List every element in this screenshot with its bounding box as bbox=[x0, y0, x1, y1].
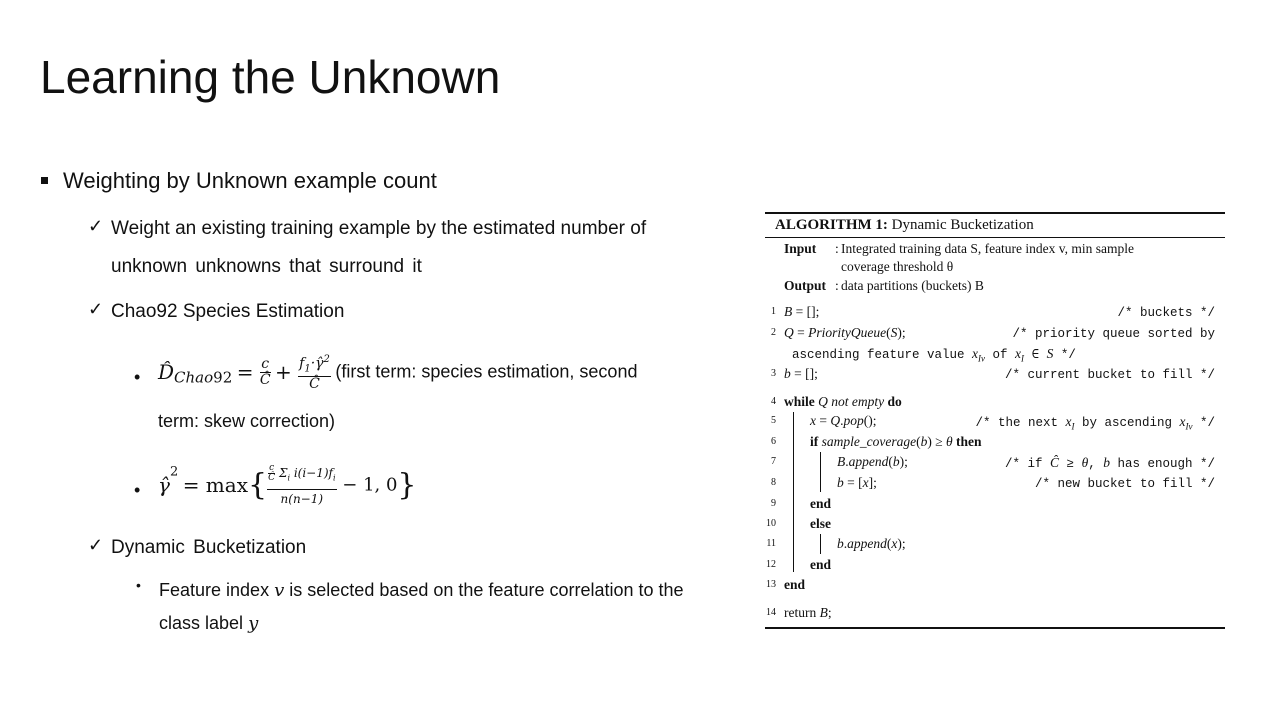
algorithm-header-label: ALGORITHM 1: bbox=[775, 217, 888, 233]
line-number: 13 bbox=[766, 579, 776, 590]
chao92-note: (first term: species estimation, second bbox=[335, 361, 638, 382]
code-line-5: x = Q.pop(); bbox=[810, 413, 877, 428]
input-label: Input bbox=[784, 241, 817, 256]
square-bullet-icon bbox=[41, 177, 48, 184]
comment-line-5: /* the next $x_I$ by ascending $x_{Iv}$ */ bbox=[975, 414, 1215, 432]
line-number: 9 bbox=[771, 498, 776, 509]
line-number: 8 bbox=[771, 477, 776, 488]
bullet-weighting: Weighting by Unknown example count bbox=[63, 168, 437, 193]
code-line-11: b.append(x); bbox=[837, 536, 906, 551]
line-number: 3 bbox=[771, 368, 776, 379]
code-line-6: if sample_coverage(b) ≥ θ then bbox=[810, 434, 982, 449]
code-line-8: b = [x]; bbox=[837, 475, 877, 490]
feature-index-text-a: Feature index bbox=[159, 580, 270, 600]
else-block-bar bbox=[820, 534, 821, 554]
chao92-note-cont: term: skew correction) bbox=[158, 411, 336, 431]
line-number: 2 bbox=[771, 327, 776, 338]
output-text: data partitions (buckets) B bbox=[841, 278, 984, 293]
line-number: 5 bbox=[771, 415, 776, 426]
comment-line-1: /* buckets */ bbox=[1117, 306, 1215, 320]
feature-index-text-c: class label bbox=[159, 613, 244, 633]
sub-bullet-weight-line1 bbox=[111, 210, 713, 248]
comment-line-7: /* if Ĉ ≥ θ, b has enough */ bbox=[1005, 455, 1215, 471]
code-line-3: b = []; bbox=[784, 366, 818, 381]
comment-line-3: /* current bucket to fill */ bbox=[1004, 368, 1215, 382]
dot-bullet-icon: • bbox=[136, 577, 141, 593]
code-line-13: end bbox=[784, 577, 806, 592]
algorithm-box bbox=[765, 212, 1225, 629]
line-number: 14 bbox=[766, 607, 776, 618]
while-block-bar bbox=[793, 412, 794, 572]
chao92-formula: D̂Chao92 = $\frac{c}{Ĉ}$ + $\frac{f_1\cdot\gammâ^2}{Ĉ}$ (first term: species estimation, second bbox=[158, 354, 638, 393]
feature-index-var-y: y bbox=[248, 613, 259, 634]
gamma-formula: γ̂$^2$ = max{ $\frac{c}{Ĉ}$ $\Sigma_i$ $i(i-1)f_i$ n(n−1) − 1, 0} bbox=[158, 463, 417, 507]
line-number: 1 bbox=[771, 306, 776, 317]
algorithm-header bbox=[775, 215, 1034, 235]
line-number: 12 bbox=[766, 559, 776, 570]
checkmark-icon: ✓ bbox=[88, 535, 104, 555]
code-line-9: end bbox=[810, 496, 832, 511]
checkmark-icon: ✓ bbox=[88, 299, 104, 319]
slide-title: Learning the Unknown bbox=[40, 51, 501, 103]
line-number: 10 bbox=[766, 518, 776, 529]
line-number: 6 bbox=[771, 436, 776, 447]
input-text-1: Integrated training data S, feature index v, min sample bbox=[841, 241, 1135, 256]
dot-bullet-icon: • bbox=[134, 367, 141, 387]
feature-index-var-v: v bbox=[274, 580, 285, 601]
output-label: Output bbox=[784, 278, 827, 293]
line-number: 11 bbox=[766, 538, 776, 549]
comment-line-2: /* priority queue sorted by bbox=[1012, 327, 1215, 341]
sub-bullet-weight-line2: unknown unknowns that surround it bbox=[111, 256, 422, 277]
algorithm-header-title: Dynamic Bucketization bbox=[891, 217, 1034, 233]
feature-index-line1 bbox=[159, 574, 684, 607]
sub-bullet-weight-text-1: Weight an existing training example by the estimated number of bbox=[111, 218, 647, 239]
line-number: 7 bbox=[771, 456, 776, 467]
line-number: 4 bbox=[771, 396, 776, 407]
sub-bullet-chao92: Chao92 Species Estimation bbox=[111, 301, 345, 322]
algorithm-top-rule bbox=[765, 212, 1225, 214]
algorithm-bottom-rule bbox=[765, 627, 1225, 629]
feature-index-line2 bbox=[159, 607, 258, 640]
input-text-2: coverage threshold θ bbox=[841, 259, 954, 274]
sub-bullet-dynamic-bucketization: Dynamic Bucketization bbox=[111, 537, 307, 558]
code-line-4: while Q not empty do bbox=[784, 394, 902, 409]
if-block-bar bbox=[820, 452, 821, 492]
code-line-14: return B; bbox=[784, 605, 832, 620]
code-line-12: end bbox=[810, 557, 832, 572]
code-line-7: B.append(b); bbox=[837, 454, 908, 469]
algorithm-header-rule bbox=[765, 237, 1225, 238]
code-line-10: else bbox=[810, 516, 831, 531]
dot-bullet-icon: • bbox=[134, 480, 141, 500]
code-line-2: Q = PriorityQueue(S); bbox=[784, 325, 906, 340]
input-colon: : bbox=[835, 241, 839, 256]
output-colon: : bbox=[835, 278, 839, 293]
code-line-1: B = []; bbox=[784, 304, 820, 319]
feature-index-text-b: is selected based on the feature correlation to the bbox=[289, 580, 684, 600]
comment-line-8: /* new bucket to fill */ bbox=[1034, 477, 1215, 491]
comment-line-2-cont: ascending feature value $x_{Iv}$ of $x_I$ ∈ S */ bbox=[792, 346, 1076, 364]
checkmark-icon: ✓ bbox=[88, 216, 104, 236]
